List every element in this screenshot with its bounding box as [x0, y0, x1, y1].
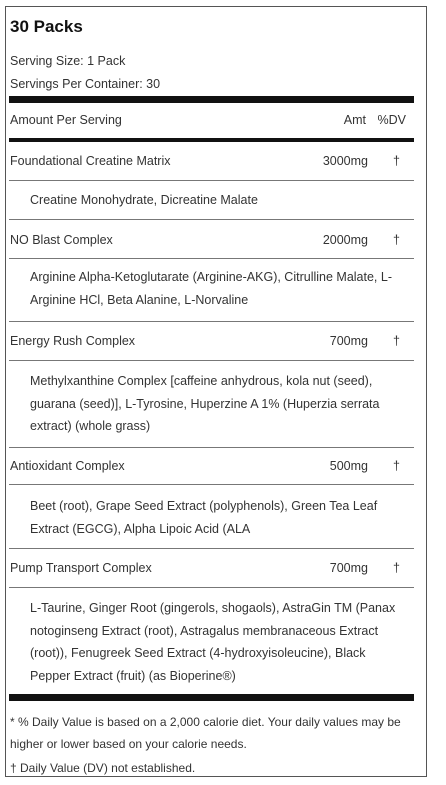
row-divider — [9, 548, 414, 549]
amount-per-serving-label: Amount Per Serving — [10, 113, 122, 127]
blend-row — [10, 154, 410, 170]
row-divider — [9, 447, 414, 448]
dv-column-header: %DV — [377, 113, 406, 127]
medium-divider — [9, 138, 414, 142]
thick-divider — [9, 694, 414, 701]
blend-dv: † — [393, 334, 400, 348]
blend-name: Antioxidant Complex — [10, 459, 125, 473]
servings-per-container: Servings Per Container: 30 — [10, 77, 161, 91]
blend-ingredients: L-Taurine, Ginger Root (gingerols, shogaols), AstraGin TM (Panax notoginseng Extract (root), Astragalus membranaceous Extract (root)), Fenugreek Seed Extract (4-hydroxyisoleucine), Black Pepper Extract (fruit) (as Bioperine®) — [30, 601, 396, 683]
blend-amount: 3000mg — [322, 154, 368, 168]
blend-row — [10, 233, 410, 249]
blend-amount: 700mg — [329, 334, 368, 348]
blend-ingredients: Arginine Alpha-Ketoglutarate (Arginine-AKG), Citrulline Malate, L-Arginine HCl, Beta Alanine, L-Norvaline — [30, 270, 392, 307]
blend-amount: 2000mg — [322, 233, 368, 247]
panel-title: 30 Packs — [10, 17, 83, 36]
daily-value-footnote: * % Daily Value is based on a 2,000 calorie diet. Your daily values may be higher or lower based on your calorie needs. — [10, 715, 401, 751]
blend-dv: † — [393, 233, 400, 247]
blend-name: NO Blast Complex — [10, 233, 113, 247]
row-divider — [9, 180, 414, 181]
row-divider — [9, 587, 414, 588]
blend-ingredients: Beet (root), Grape Seed Extract (polyphenols), Green Tea Leaf Extract (EGCG), Alpha Lipoic Acid (ALA — [30, 499, 378, 536]
blend-name: Foundational Creatine Matrix — [10, 154, 171, 168]
row-divider — [9, 219, 414, 220]
thick-divider — [9, 96, 414, 103]
row-divider — [9, 360, 414, 361]
row-divider — [9, 484, 414, 485]
blend-dv: † — [393, 154, 400, 168]
blend-ingredients: Methylxanthine Complex [caffeine anhydrous, kola nut (seed), guarana (seed)], L-Tyrosine, Huperzine A 1% (Huperzia serrata extract) (whole grass) — [30, 374, 380, 433]
blend-dv: † — [393, 459, 400, 473]
amt-column-header: Amt — [343, 113, 366, 127]
blend-row — [10, 459, 410, 475]
table-header-row — [10, 113, 410, 129]
row-divider — [9, 321, 414, 322]
dv-not-established-footnote: † Daily Value (DV) not established. — [10, 761, 196, 775]
blend-ingredients: Creatine Monohydrate, Dicreatine Malate — [30, 193, 258, 207]
blend-dv: † — [393, 561, 400, 575]
blend-name: Energy Rush Complex — [10, 334, 136, 348]
blend-amount: 700mg — [329, 561, 368, 575]
row-divider — [9, 258, 414, 259]
blend-name: Pump Transport Complex — [10, 561, 152, 575]
blend-amount: 500mg — [329, 459, 368, 473]
blend-row — [10, 334, 410, 350]
serving-size: Serving Size: 1 Pack — [10, 54, 126, 68]
blend-row — [10, 561, 410, 577]
